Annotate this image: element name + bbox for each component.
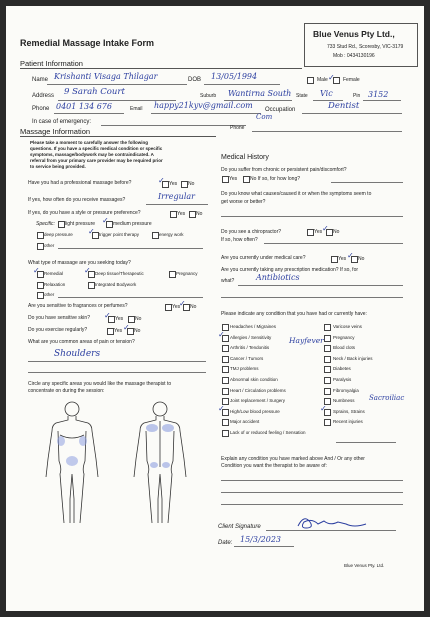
condition-label: Joint replacement / Surgery xyxy=(230,398,286,404)
skin-no-checkbox[interactable] xyxy=(128,316,135,323)
trigger-point-check-mark: ✓ xyxy=(88,227,95,236)
q-chronic-pain: Do you suffer from chronic or persistent pain/discomfort? xyxy=(221,167,347,173)
how-often-answer[interactable]: Irregular xyxy=(158,192,195,201)
condition-checkbox[interactable] xyxy=(324,388,331,395)
pin-label: Pin xyxy=(353,93,361,99)
relaxation-checkbox[interactable] xyxy=(37,282,44,289)
no-label: No xyxy=(135,316,142,322)
sprain-note[interactable]: Sacroiliac xyxy=(369,394,405,402)
body-back-diagram[interactable] xyxy=(130,399,190,529)
condition-label: Heart / Circulation problems xyxy=(230,387,286,393)
prof-yes-check-mark: ✓ xyxy=(158,176,165,185)
condition-label: Paralysis xyxy=(333,377,352,382)
condition-checkbox[interactable] xyxy=(324,324,331,331)
condition-label: Headaches / Migraines xyxy=(230,324,277,329)
q-pain-areas: What are you common areas of pain or tension? xyxy=(28,339,135,345)
client-signature[interactable] xyxy=(294,512,374,532)
date-label: Date: xyxy=(218,540,233,546)
condition-check-mark: ✓ xyxy=(218,403,225,413)
prescription-answer[interactable]: Antibiotics xyxy=(256,273,300,282)
light-pressure-label: light pressure xyxy=(65,221,96,227)
q-massage-type: What type of massage are you seeking today? xyxy=(28,260,131,266)
condition-checkbox[interactable] xyxy=(222,377,229,384)
name-label: Name xyxy=(32,77,49,83)
condition-label: Varicose veins xyxy=(333,324,362,329)
condition-checkbox[interactable] xyxy=(222,366,229,373)
condition-label: Blood clots xyxy=(333,345,356,351)
intro-line: symptoms, massage/bodywork may be contraindicated. A xyxy=(30,152,154,157)
dob-label: DOB xyxy=(188,77,202,83)
q-know-cause: Do you know what causes/caused it or when the symptoms seem to xyxy=(221,191,372,197)
style-no-checkbox[interactable] xyxy=(189,211,196,218)
intro-line: Please take a moment to carefully answer the following xyxy=(30,140,149,145)
male-label: Male xyxy=(317,77,328,83)
email-value[interactable]: happy21kyv@gmail.com xyxy=(154,101,253,110)
remedial-label: Remedial xyxy=(44,271,64,276)
address-value[interactable]: 9 Sarah Court xyxy=(64,87,125,97)
yes-label: Yes xyxy=(172,304,181,310)
signature-label: Client Signature xyxy=(218,524,261,530)
other-style-checkbox[interactable] xyxy=(37,243,44,250)
condition-label: Cancer / Tumors xyxy=(230,355,264,361)
relaxation-label: Relaxation xyxy=(44,282,66,287)
intro-line: referral from your primary care provider may be required prior xyxy=(30,158,163,163)
medium-pressure-check-mark: ✓ xyxy=(102,216,109,225)
chronic-no-label: No If so, for how long? xyxy=(250,176,301,182)
name-value[interactable]: Krishanti Visaga Thilagar xyxy=(54,72,158,81)
chronic-no-checkbox[interactable] xyxy=(243,176,250,183)
suburb-label: Suburb xyxy=(200,93,217,99)
q-chiropractor: Do you see a chiropractor? xyxy=(221,229,282,235)
intro-line: questions. If you have a specific medical condition or specific xyxy=(30,146,163,151)
q-fragrance: Are you sensitive to fragrances or perfumes? xyxy=(28,303,128,309)
condition-checkbox[interactable] xyxy=(222,388,229,395)
q-style: If yes, do you have a style or pressure preference? xyxy=(28,210,141,216)
deep-pressure-checkbox[interactable] xyxy=(37,232,44,239)
explain-line-2: Condition you want the therapist to be aware of: xyxy=(221,463,327,469)
integrated-bodywork-checkbox[interactable] xyxy=(88,282,95,289)
energy-work-label: energy work xyxy=(159,232,184,237)
footer-company: Blue Venus Pty. Ltd. xyxy=(344,563,385,568)
condition-checkbox[interactable] xyxy=(324,356,331,363)
patient-info-heading: Patient Information xyxy=(20,59,302,69)
condition-label: Sprains, Strains xyxy=(333,408,365,414)
condition-checkbox[interactable] xyxy=(222,419,229,426)
condition-checkbox[interactable] xyxy=(222,430,229,437)
no-label: No xyxy=(188,181,195,187)
occupation-label: Occupation xyxy=(265,107,296,113)
female-check-mark: ✓ xyxy=(328,73,335,82)
condition-checkbox[interactable] xyxy=(324,366,331,373)
chronic-yes-checkbox[interactable] xyxy=(222,176,229,183)
phone-value[interactable]: 0401 134 676 xyxy=(56,102,112,111)
q-medical-care: Are you currently under medical care? xyxy=(221,255,306,261)
yes-label: Yes xyxy=(177,211,186,217)
care-yes-checkbox[interactable] xyxy=(331,256,338,263)
condition-label: Major accident xyxy=(230,419,260,425)
q-how-often: If yes, how often do you receive massages? xyxy=(28,197,126,203)
address-label: Address xyxy=(32,93,55,99)
date-value[interactable]: 15/3/2023 xyxy=(240,535,282,544)
no-label: No xyxy=(358,256,365,262)
condition-label: Abnormal skin condition xyxy=(230,377,278,382)
company-box xyxy=(304,23,418,67)
phone-label: Phone xyxy=(32,106,50,112)
intro-line: to service being provided. xyxy=(30,164,86,169)
style-yes-checkbox[interactable] xyxy=(170,211,177,218)
form-title: Remedial Massage Intake Form xyxy=(20,38,155,48)
other-type-label: other xyxy=(44,292,55,297)
occupation-value[interactable]: Dentist xyxy=(328,101,360,111)
condition-checkbox[interactable] xyxy=(324,345,331,352)
care-no-check-mark: ✓ xyxy=(347,251,354,260)
email-label: Email xyxy=(130,106,143,112)
exercise-yes-checkbox[interactable] xyxy=(107,328,114,335)
exercise-no-check-mark: ✓ xyxy=(123,323,130,332)
remedial-check-mark: ✓ xyxy=(33,266,40,275)
trigger-point-label: trigger point therapy xyxy=(99,232,140,237)
no-label: No xyxy=(190,304,197,310)
suburb-value[interactable]: Wantirna South xyxy=(228,89,292,98)
condition-label: Arthritis / Tendonitis xyxy=(230,345,270,351)
q-prescription-what: what? xyxy=(221,278,235,284)
q-prof-massage: Have you had a professional massage before? xyxy=(28,180,132,186)
phone2-label: Phone xyxy=(230,125,245,131)
chiro-yes-checkbox[interactable] xyxy=(307,229,314,236)
prof-no-checkbox[interactable] xyxy=(181,181,188,188)
q-prescription: Are you currently taking any prescription medication? If so, for xyxy=(221,267,359,273)
condition-label: Diabetes xyxy=(333,366,351,372)
condition-label: Pregnancy xyxy=(333,334,355,340)
emergency-label: In case of emergency: xyxy=(32,119,92,125)
explain-line-1: Explain any condition you have marked above And / Or any other xyxy=(221,456,365,462)
yes-label: Yes xyxy=(229,176,238,182)
energy-work-checkbox[interactable] xyxy=(152,232,159,239)
no-label: No xyxy=(196,211,203,217)
q-chiro-often: If so, how often? xyxy=(221,237,258,243)
medical-history-heading: Medical History xyxy=(221,154,269,161)
company-mobile: Mob : 0434130196 xyxy=(333,53,375,59)
company-address: 733 Stud Rd., Scoresby, VIC-3179 xyxy=(327,44,404,50)
state-value[interactable]: Vic xyxy=(320,89,333,98)
condition-label: High/Low blood pressure xyxy=(230,408,280,414)
female-label: Female xyxy=(343,77,360,83)
state-label: State xyxy=(296,93,308,99)
condition-label: Numbness xyxy=(333,398,355,404)
pregnancy-massage-label: Pregnancy xyxy=(176,271,198,276)
condition-check-mark: ✓ xyxy=(320,403,327,413)
yes-label: Yes xyxy=(338,256,347,262)
other-style-label: other xyxy=(44,243,55,248)
circle-instruction: Circle any specific areas you would like the massage therapist to xyxy=(28,381,172,387)
yes-label: Yes xyxy=(169,181,178,187)
circle-instruction-2: concentrate on during the session: xyxy=(28,388,105,394)
q-know-cause-2: get worse or better? xyxy=(221,199,266,205)
medium-pressure-label: medium pressure xyxy=(113,221,152,227)
emergency-phone-value[interactable]: Com xyxy=(256,113,273,121)
pain-areas-answer[interactable]: Shoulders xyxy=(54,349,101,359)
specific-label: Specific: xyxy=(36,221,55,227)
deep-tissue-check-mark: ✓ xyxy=(84,266,91,275)
condition-check-mark: ✓ xyxy=(218,329,225,339)
other-type-checkbox[interactable] xyxy=(37,292,44,299)
fragrance-no-check-mark: ✓ xyxy=(179,299,186,308)
integrated-bodywork-label: Integrated Bodywork xyxy=(95,282,137,287)
condition-checkbox[interactable] xyxy=(324,419,331,426)
no-label: No xyxy=(134,328,141,334)
condition-label: Allergies / Sensitivity xyxy=(230,334,272,340)
condition-label: Recent injuries xyxy=(333,419,363,425)
q-exercise: Do you exercise regularly? xyxy=(28,327,88,333)
q-sensitive-skin: Do you have sensitive skin? xyxy=(28,315,90,321)
yes-label: Yes xyxy=(114,328,123,334)
no-label: No xyxy=(333,229,340,235)
condition-label: Lack of or reduced feeling / Sensation xyxy=(230,430,306,435)
body-front-diagram[interactable] xyxy=(42,399,102,529)
yes-label: Yes xyxy=(115,316,124,322)
allergy-note[interactable]: Hayfever xyxy=(289,336,324,345)
light-pressure-checkbox[interactable] xyxy=(58,221,65,228)
company-name: Blue Venus Pty Ltd., xyxy=(313,29,395,39)
fragrance-yes-checkbox[interactable] xyxy=(165,304,172,311)
deep-pressure-label: deep pressure xyxy=(44,232,73,237)
pregnancy-massage-checkbox[interactable] xyxy=(169,271,176,278)
condition-checkbox[interactable] xyxy=(222,345,229,352)
condition-label: TMJ problems xyxy=(230,366,259,372)
deep-tissue-label: Deep tissue/Therapeutic xyxy=(95,271,144,276)
chiro-no-check-mark: ✓ xyxy=(322,224,329,233)
condition-checkbox[interactable] xyxy=(324,377,331,384)
condition-checkbox[interactable] xyxy=(324,335,331,342)
male-checkbox[interactable] xyxy=(307,77,314,84)
condition-label: Neck / Back injuries xyxy=(333,355,373,361)
condition-checkbox[interactable] xyxy=(222,356,229,363)
massage-info-heading: Massage Information xyxy=(20,127,216,137)
skin-yes-check-mark: ✓ xyxy=(104,311,111,320)
dob-value[interactable]: 13/05/1994 xyxy=(211,72,258,81)
yes-label: Yes xyxy=(314,229,323,235)
condition-label: Fibromyalgia xyxy=(333,387,359,393)
intake-form-page xyxy=(6,6,424,611)
pin-value[interactable]: 3152 xyxy=(368,90,389,99)
conditions-instruction: Please indicate any condition that you have had or currently have: xyxy=(221,311,367,317)
